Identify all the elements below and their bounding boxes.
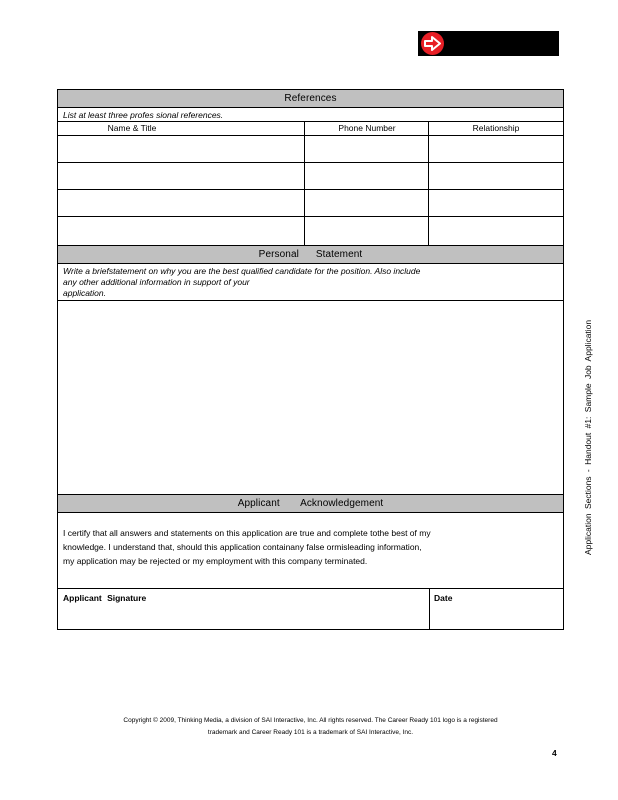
acknowledgement-text: my application may be rejected or my employment with this company terminated. <box>63 556 368 566</box>
reference-row-divider <box>58 162 563 163</box>
application-form <box>57 89 564 630</box>
signature-label: Applicant Signature <box>63 593 147 603</box>
acknowledgement-header <box>58 494 563 513</box>
personal-statement-header <box>58 246 563 264</box>
column-phone-number: Phone Number <box>338 123 396 133</box>
signature-field[interactable] <box>58 589 428 630</box>
acknowledgement-text: I certify that all answers and statements on this application are true and complete tothe best of my <box>63 528 431 538</box>
date-field[interactable] <box>430 589 563 630</box>
references-header <box>58 90 563 108</box>
divider <box>58 121 563 122</box>
right-arrow-icon <box>421 32 444 55</box>
column-name-title: Name & Title <box>107 123 157 133</box>
handout-side-label: Application Sections - Handout #1: Sample Job Application <box>583 319 593 555</box>
acknowledgement-text: knowledge. I understand that, should this application containany false ormisleading information, <box>63 542 422 552</box>
references-title: References <box>284 93 337 104</box>
reference-row-divider <box>58 189 563 190</box>
personal-statement-instruction: any other additional information in support of your <box>63 277 250 287</box>
reference-row-divider <box>58 216 563 217</box>
personal-statement-instruction: application. <box>63 288 107 298</box>
personal-statement-instruction: Write a briefstatement on why you are the best qualified candidate for the position. Also include <box>63 266 421 276</box>
date-label: Date <box>434 593 453 603</box>
column-divider <box>428 121 429 245</box>
copyright-line: Copyright © 2009, Thinking Media, a division of SAI Interactive, Inc. All rights reserved. The Career Ready 101 logo is a registered <box>123 717 498 724</box>
divider <box>58 135 563 136</box>
references-instruction: List at least three profes sional references. <box>63 110 224 120</box>
acknowledgement-title: Applicant Acknowledgement <box>237 498 384 509</box>
personal-statement-area[interactable] <box>58 301 563 494</box>
career-ready-logo <box>418 31 559 56</box>
personal-statement-title: Personal Statement <box>258 249 363 260</box>
page-number: 4 <box>552 748 557 758</box>
trademark-line: trademark and Career Ready 101 is a trademark of SAI Interactive, Inc. <box>207 729 414 736</box>
column-divider <box>304 121 305 245</box>
column-relationship: Relationship <box>472 123 520 133</box>
